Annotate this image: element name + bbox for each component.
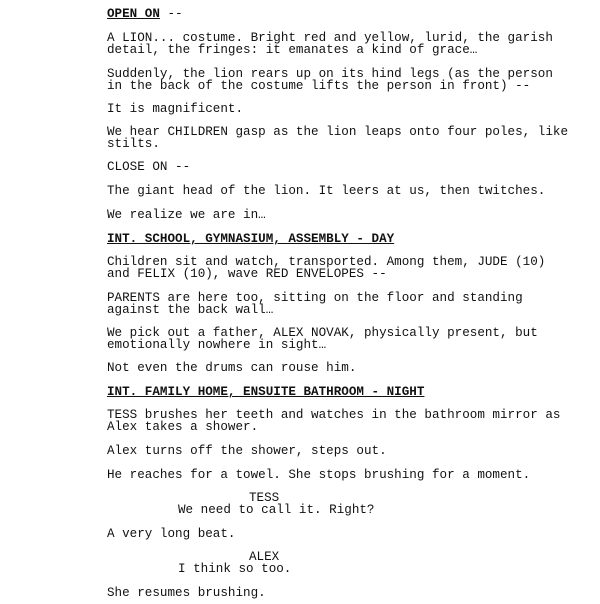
action-magnificent: It is magnificent.: [107, 102, 244, 116]
action-shower-off: Alex turns off the shower, steps out.: [107, 444, 387, 458]
action-alex-novak: We pick out a father, ALEX NOVAK, physically present, but emotionally nowhere in sight…: [107, 326, 538, 353]
action-towel: He reaches for a towel. She stops brushing for a moment.: [107, 468, 531, 482]
action-lion-rears: Suddenly, the lion rears up on its hind legs (as the person in the back of the costume lifts the person in front) --: [107, 67, 553, 94]
scene-heading-open-on: [107, 8, 183, 20]
action-lion-costume: A LION... costume. Bright red and yellow, lurid, the garish detail, the fringes: it emanates a kind of grace…: [107, 31, 553, 58]
action-long-beat: A very long beat.: [107, 527, 236, 541]
action-children-gasp: We hear CHILDREN gasp as the lion leaps onto four poles, like stilts.: [107, 125, 569, 152]
dialogue-tess: We need to call it. Right?: [178, 503, 375, 517]
action-giant-head: The giant head of the lion. It leers at us, then twitches.: [107, 184, 546, 198]
scene-heading-gymnasium: INT. SCHOOL, GYMNASIUM, ASSEMBLY - DAY: [107, 232, 395, 246]
action-parents: PARENTS are here too, sitting on the floor and standing against the back wall…: [107, 291, 523, 318]
action-tess-brushes: TESS brushes her teeth and watches in the bathroom mirror as Alex takes a shower.: [107, 408, 561, 435]
dialogue-alex: I think so too.: [178, 562, 292, 576]
action-close-on: CLOSE ON --: [107, 160, 191, 174]
scene-heading-bathroom: INT. FAMILY HOME, ENSUITE BATHROOM - NIGHT: [107, 385, 425, 399]
action-resumes-brushing: She resumes brushing.: [107, 586, 266, 600]
character-cue-alex: ALEX: [249, 550, 280, 564]
action-children-sit: Children sit and watch, transported. Among them, JUDE (10) and FELIX (10), wave RED ENVELOPES --: [107, 255, 546, 282]
action-we-realize: We realize we are in…: [107, 208, 266, 222]
character-cue-tess: TESS: [249, 491, 280, 505]
scene-heading-open-on-text: OPEN ON: [107, 7, 160, 21]
action-drums: Not even the drums can rouse him.: [107, 361, 357, 375]
scene-heading-open-on-suffix: --: [159, 7, 183, 21]
